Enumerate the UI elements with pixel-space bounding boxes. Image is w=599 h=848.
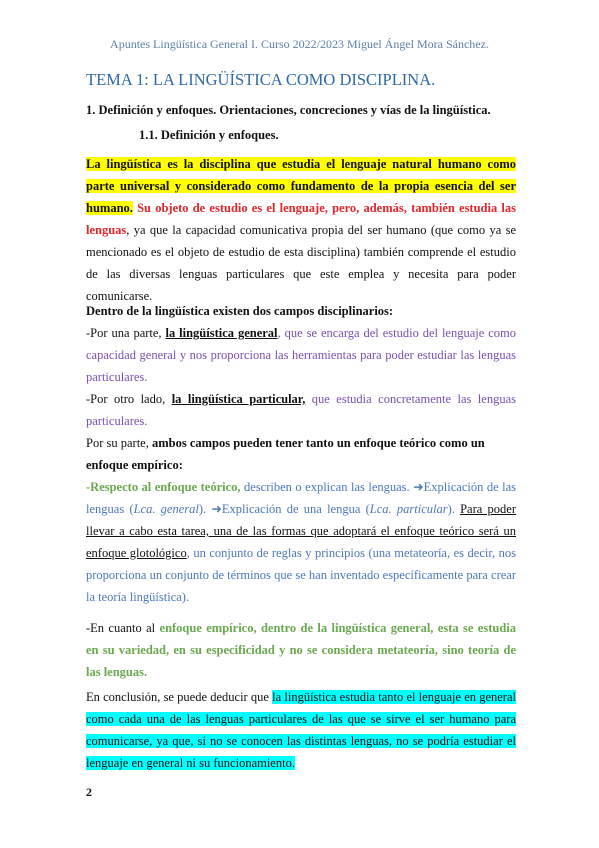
arrow-icon: ➜ xyxy=(413,480,424,494)
general-linguistics-item xyxy=(86,322,516,388)
theoretical-approach xyxy=(86,476,516,608)
fields-section xyxy=(86,300,516,608)
definition-rest: , ya que la capacidad comunicativa propia del ser humano (que como ya se mencionado es el objeto de estudio de esta disciplina) también comprende el estudio de las diversas lenguas particulares que este emplea y necesita para poder comunicarse. xyxy=(86,223,516,303)
page-number: 2 xyxy=(86,785,92,799)
arrow-icon: ➜ xyxy=(211,502,222,516)
lca-general: Lca. general xyxy=(133,502,199,516)
approaches-bold: ambos campos pueden tener tanto un enfoque teórico como un enfoque empírico: xyxy=(86,436,485,472)
theoretical-general: Explicación de las lenguas ( xyxy=(86,480,517,516)
empirical-prefix: -En cuanto al xyxy=(86,621,160,635)
conclusion-highlight: la lingüística estudia tanto el lenguaje en general como cada una de las lenguas particulares de las que se sirve el ser humano para comunicarse, ya que, si no se conocen las distintas lenguas, no se podría estudiar el lenguaje en general ni su funcionamiento. xyxy=(86,690,516,770)
theoretical-desc: describen o explican las lenguas. xyxy=(240,480,414,494)
item1-prefix: -Por una parte, xyxy=(86,326,166,340)
running-header: Apuntes Lingüística General I. Curso 2022/2023 Miguel Ángel Mora Sánchez. xyxy=(110,37,489,51)
theoretical-sep2: ). xyxy=(447,502,461,516)
chapter-title: TEMA 1: LA LINGÜÍSTICA COMO DISCIPLINA. xyxy=(86,70,436,89)
approaches-intro xyxy=(86,432,516,476)
approaches-prefix: Por su parte, xyxy=(86,436,152,450)
theoretical-sep: ). xyxy=(198,502,212,516)
conclusion-paragraph xyxy=(86,686,516,774)
definition-highlight: La lingüística es la disciplina que estudia el lenguaje natural humano como parte universal y considerado como fundamento de la propia esencia del ser humano. xyxy=(86,157,516,215)
theoretical-particular: Explicación de una lengua ( xyxy=(221,502,370,516)
glottological-text: Para poder llevar a cabo esta tarea, una de las formas que adoptará el enfoque teórico será un enfoque glotológico xyxy=(86,502,516,560)
metatheory-text: , un conjunto de reglas y principios (una metateoría, es decir, nos proporciona un conjunto de términos que se han inventado específicamente para crear la teoría lingüística). xyxy=(86,546,516,604)
particular-linguistics-term: la lingüística particular, xyxy=(171,392,306,406)
fields-heading: Dentro de la lingüística existen dos campos disciplinarios: xyxy=(86,304,394,318)
general-linguistics-term: la lingüística general xyxy=(165,326,278,340)
object-of-study-text: Su objeto de estudio es el lenguaje, pero, además, también estudia las lenguas xyxy=(86,201,516,237)
empirical-approach xyxy=(86,617,516,683)
section-heading: 1. Definición y enfoques. Orientaciones, concreciones y vías de la lingüística. xyxy=(86,103,491,117)
conclusion-prefix: En conclusión, se puede deducir que xyxy=(86,690,273,704)
general-linguistics-desc: , que se encarga del estudio del lenguaje como capacidad general y nos proporciona las herramientas para poder estudiar las lenguas particulares. xyxy=(86,326,517,384)
particular-linguistics-desc: que estudia concretamente las lenguas particulares. xyxy=(86,392,516,428)
definition-paragraph xyxy=(86,153,516,307)
lca-particular: Lca. particular xyxy=(369,502,448,516)
particular-linguistics-item xyxy=(86,388,516,432)
theoretical-label: -Respecto al enfoque teórico, xyxy=(86,480,241,494)
item2-prefix: -Por otro lado, xyxy=(86,392,172,406)
empirical-text: enfoque empírico, dentro de la lingüística general, esta se estudia en su variedad, en su especificidad y no se considera metateoría, sino teoría de las lenguas. xyxy=(86,621,516,679)
subsection-heading: 1.1. Definición y enfoques. xyxy=(139,128,279,142)
